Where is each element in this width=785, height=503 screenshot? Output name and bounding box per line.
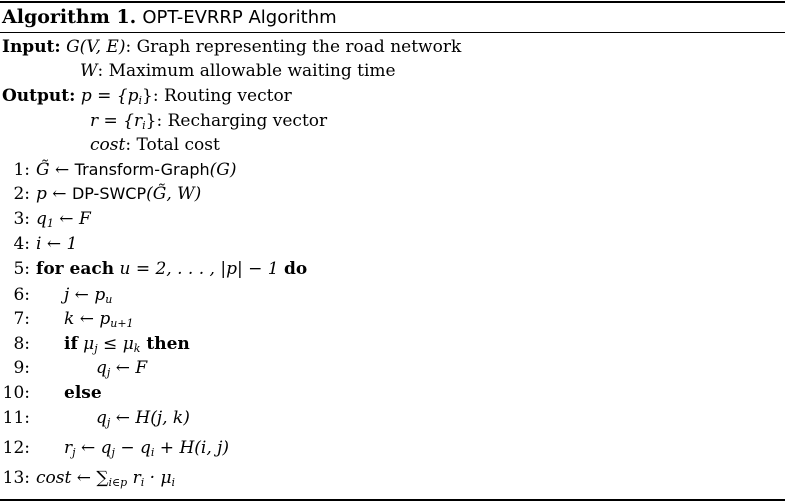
step-number: 1: (13, 160, 30, 180)
step-number: 5: (13, 259, 30, 279)
step-expr: p ← (36, 184, 72, 204)
step-sub: j (106, 366, 111, 379)
step-number: 3: (13, 209, 30, 229)
step-expr: j ← p (64, 285, 106, 305)
step-number: 9: (13, 358, 30, 378)
step-expr: (G) (209, 160, 237, 180)
step-expr: i ← 1 (36, 234, 78, 254)
step-13 (0, 466, 175, 490)
caption-rule (0, 32, 785, 33)
step-expr: cost ← ∑ (36, 468, 109, 488)
step-11 (0, 406, 190, 430)
step-sub: i (171, 476, 176, 489)
step-expr: k ← p (64, 309, 111, 329)
step-expr: r (64, 438, 73, 458)
step-expr: · μ (144, 468, 172, 488)
keyword-if: if (64, 334, 78, 354)
step-sub: i (150, 446, 155, 459)
step-10 (0, 381, 102, 405)
step-3 (0, 207, 91, 231)
step-number: 6: (13, 285, 30, 305)
step-sub: j (72, 446, 76, 459)
step-2 (0, 182, 201, 206)
input-label: Input: (2, 37, 61, 57)
step-number: 12: (2, 438, 30, 458)
step-expr: ≤ μ (97, 334, 134, 354)
step-5 (0, 257, 307, 281)
step-expr: μ (77, 334, 95, 354)
input-graph-desc: : Graph representing the road network (125, 37, 462, 57)
step-number: 10: (2, 383, 30, 403)
step-12 (0, 436, 229, 460)
step-number: 11: (2, 408, 30, 428)
output-recharge-desc: : Recharging vector (156, 111, 328, 131)
output-recharge-symbol: r = {r (90, 111, 143, 131)
step-9 (0, 356, 147, 380)
step-sub: i∈p (108, 476, 128, 489)
step-8 (0, 332, 190, 356)
step-7 (0, 307, 134, 331)
step-sub: 1 (46, 217, 54, 230)
output-route-desc: : Routing vector (152, 86, 292, 106)
step-expr: q (96, 358, 107, 378)
step-sub: u (105, 293, 113, 306)
step-expr: u = 2, . . . , |p| − 1 (114, 259, 284, 279)
output-label: Output: (2, 86, 76, 106)
output-route-symbol: p = {p (80, 86, 139, 106)
step-sub: u+1 (110, 317, 134, 330)
step-1 (0, 158, 237, 182)
bottom-rule (0, 499, 785, 501)
algorithm-name: OPT-EVRRP Algorithm (142, 7, 337, 28)
step-expr: G̃ ← (36, 160, 75, 180)
step-expr: (G̃, W) (146, 184, 202, 204)
step-function: DP-SWCP (71, 184, 147, 203)
step-expr: ← F (110, 358, 148, 378)
output-recharge-sub: i (142, 119, 146, 132)
caption-label: Algorithm 1. (2, 6, 137, 28)
step-expr: r (127, 468, 141, 488)
step-expr: − q (114, 438, 151, 458)
keyword-then: then (140, 334, 190, 354)
keyword-else: else (64, 383, 102, 403)
step-expr: ← q (75, 438, 112, 458)
input-line-2 (80, 59, 396, 83)
keyword-do: do (283, 259, 308, 279)
step-expr: ← H(j, k) (110, 408, 190, 428)
output-cost-symbol: cost (90, 135, 126, 155)
step-6 (0, 283, 112, 307)
step-function: Transform-Graph (74, 160, 210, 179)
step-sub: j (106, 416, 111, 429)
step-number: 13: (2, 468, 30, 488)
keyword-for-each: for each (36, 259, 115, 279)
step-sub: j (94, 342, 98, 355)
output-line-2 (90, 109, 327, 133)
step-expr: q (96, 408, 107, 428)
output-cost-desc: : Total cost (125, 135, 220, 155)
step-number: 2: (13, 184, 30, 204)
top-rule (0, 1, 785, 3)
step-sub: i (140, 476, 145, 489)
step-number: 4: (13, 234, 30, 254)
step-number: 8: (13, 334, 30, 354)
input-wait-symbol: W (80, 61, 98, 81)
output-line-1 (2, 84, 292, 108)
input-graph-symbol: G(V, E) (66, 37, 126, 57)
step-4 (0, 232, 77, 256)
step-sub: j (111, 446, 115, 459)
output-recharge-close: } (145, 111, 157, 131)
step-number: 7: (13, 309, 30, 329)
step-expr: q (36, 209, 47, 229)
step-expr: + H(i, j) (154, 438, 230, 458)
step-expr: ← F (53, 209, 91, 229)
input-line-1 (2, 35, 461, 59)
input-wait-desc: : Maximum allowable waiting time (97, 61, 396, 81)
output-route-sub: i (138, 94, 142, 107)
output-line-3 (90, 133, 220, 157)
output-route-close: } (141, 86, 153, 106)
step-sub: k (133, 342, 141, 355)
algorithm-caption (2, 6, 337, 28)
